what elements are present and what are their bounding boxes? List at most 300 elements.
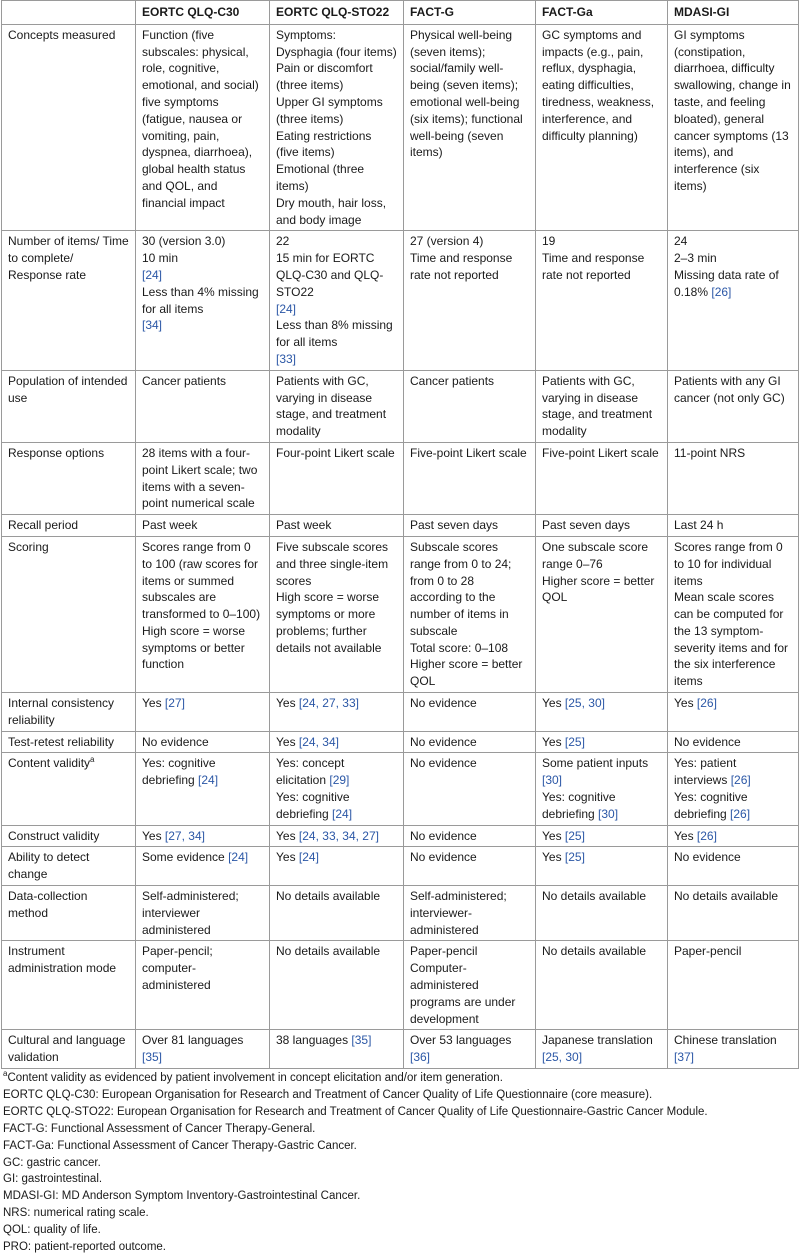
cell-line: [674, 1032, 792, 1049]
cell-text: Yes: cognitive debriefing: [674, 790, 748, 821]
cell-line: [276, 828, 397, 845]
cell-text: No details available: [542, 889, 647, 904]
cell-line: [542, 250, 661, 284]
table-row: [2, 825, 799, 847]
cell-line: [410, 943, 529, 960]
table-cell: [404, 847, 536, 886]
table-cell: [270, 753, 404, 825]
cell-line: [542, 1049, 661, 1066]
table-cell: [536, 231, 668, 370]
abbreviation-item: EORTC QLQ-STO22: European Organisation for Research and Treatment of Cancer Quality of Life Questionnaire-Gastric Cancer Module.: [3, 1105, 708, 1118]
citation-link[interactable]: [30]: [542, 773, 563, 788]
cell-line: [410, 849, 529, 866]
row-label-text: Ability to detect change: [8, 850, 90, 882]
table-cell: [270, 1030, 404, 1069]
cell-text: Physical well-being (seven items); social/family well-being (seven items); emotional well-being (six items); functional well-being (seven items): [410, 27, 523, 160]
table-cell: [536, 515, 668, 537]
cell-line: [276, 789, 397, 823]
cell-line: [276, 888, 397, 905]
cell-line: [674, 517, 792, 534]
abbreviation-item: EORTC QLQ-C30: European Organisation for Research and Treatment of Cancer Quality of Life Questionnaire (core measure).: [3, 1088, 653, 1101]
table-cell: [668, 442, 799, 514]
table-cell: [536, 370, 668, 442]
table-cell: [136, 370, 270, 442]
table-cell: [270, 941, 404, 1030]
cell-line: [542, 539, 661, 573]
cell-text: No details available: [276, 889, 381, 904]
cell-text: Higher score = better QOL: [542, 573, 655, 605]
cell-text: No details available: [276, 944, 381, 959]
cell-text: Patients with GC, varying in disease stage, and treatment modality: [276, 373, 387, 439]
citation-link[interactable]: [36]: [410, 1050, 431, 1065]
cell-text: Time and response rate not reported: [542, 251, 645, 282]
cell-line: [276, 695, 397, 712]
cell-text: Yes: [542, 696, 565, 711]
cell-text: No details available: [542, 944, 647, 959]
cell-line: [674, 1049, 792, 1066]
table-cell: [136, 886, 270, 941]
cell-text: Yes: cognitive debriefing: [542, 790, 616, 821]
table-cell: [136, 941, 270, 1030]
cell-text: Patients with GC, varying in disease stage, and treatment modality: [542, 373, 653, 439]
cell-text: Yes: [276, 850, 299, 865]
table-cell: [668, 24, 799, 231]
row-label: [2, 1030, 136, 1069]
table-cell: [668, 536, 799, 692]
cell-text: Past seven days: [410, 518, 499, 533]
cell-text: Function (five subscales: physical, role, cognitive, emotional, and social): [142, 27, 259, 93]
cell-text: Four-point Likert scale: [276, 445, 395, 460]
cell-line: [410, 233, 529, 250]
row-label-text: Data-collection method: [8, 889, 88, 920]
cell-line: [142, 943, 263, 993]
table-cell: [404, 886, 536, 941]
cell-text: Past seven days: [542, 518, 631, 533]
table-cell: [404, 693, 536, 732]
row-label-text: Internal consistency reliability: [8, 696, 115, 727]
cell-text: Less than 4% missing for all items: [142, 284, 259, 316]
cell-line: [542, 828, 661, 845]
cell-text: No evidence: [410, 756, 477, 771]
cell-text: Less than 8% missing for all items: [276, 318, 393, 350]
cell-line: [674, 27, 792, 195]
abbreviation-item: NRS: numerical rating scale.: [3, 1207, 149, 1220]
table-row: [2, 515, 799, 537]
table-row: [2, 941, 799, 1030]
cell-text: High score = worse symptoms or better function: [142, 623, 246, 672]
table-cell: [536, 693, 668, 732]
cell-text: Yes: cognitive debriefing: [142, 756, 216, 788]
cell-line: [542, 849, 661, 866]
table-cell: [270, 847, 404, 886]
table-row: [2, 442, 799, 514]
cell-line: [276, 734, 397, 751]
cell-line: [674, 589, 792, 690]
cell-line: [674, 828, 792, 845]
cell-line: [410, 734, 529, 751]
cell-line: [276, 445, 397, 462]
cell-line: [410, 960, 529, 1027]
abbreviation-item: FACT-G: Functional Assessment of Cancer Therapy-General.: [3, 1122, 316, 1135]
cell-line: [410, 539, 529, 640]
cell-line: [142, 828, 263, 845]
citation-link[interactable]: [24, 33, 34, 27]: [298, 828, 379, 843]
cell-line: [542, 789, 661, 823]
citation-link[interactable]: [27, 34]: [164, 828, 205, 843]
cell-line: [542, 943, 661, 960]
cell-text: five symptoms (fatigue, nausea or vomiting, pain, dyspnea, diarrhoea), global health status and QOL, and financial impact: [142, 94, 253, 210]
cell-text: Time and response rate not reported: [410, 251, 513, 282]
citation-link[interactable]: [26]: [730, 806, 751, 821]
cell-line: [276, 233, 397, 250]
cell-line: [276, 849, 397, 866]
cell-text: Yes: [674, 696, 697, 711]
cell-line: [276, 351, 397, 368]
cell-line: [674, 373, 792, 407]
row-label: [2, 693, 136, 732]
cell-line: [142, 94, 263, 212]
table-cell: [404, 231, 536, 370]
row-label: [2, 941, 136, 1030]
row-label: [2, 847, 136, 886]
cell-text: Some patient inputs: [542, 756, 649, 771]
table-row: [2, 1030, 799, 1069]
cell-line: [674, 789, 792, 823]
cell-line: [410, 27, 529, 161]
cell-text: No evidence: [142, 734, 209, 749]
header-cell: EORTC QLQ-C30: [136, 1, 270, 25]
table-cell: [668, 231, 799, 370]
citation-link[interactable]: [26]: [696, 828, 717, 843]
table-cell: [404, 370, 536, 442]
table-cell: [136, 442, 270, 514]
table-cell: [668, 731, 799, 753]
cell-line: [542, 888, 661, 905]
table-cell: [270, 731, 404, 753]
row-label-text: Construct validity: [8, 828, 100, 843]
cell-line: [276, 589, 397, 656]
cell-text: No details available: [674, 889, 779, 904]
table-cell: [270, 693, 404, 732]
cell-text: Emotional (three items): [276, 162, 365, 193]
table-cell: [536, 536, 668, 692]
cell-text: No evidence: [410, 828, 477, 843]
citation-link[interactable]: [24]: [198, 773, 219, 788]
table-cell: [668, 515, 799, 537]
cell-text: Over 53 languages: [410, 1033, 512, 1048]
cell-text: No evidence: [410, 696, 477, 711]
citation-link[interactable]: [24]: [228, 850, 249, 865]
table-cell: [136, 825, 270, 847]
table-cell: [668, 847, 799, 886]
table-row: [2, 847, 799, 886]
row-label: [2, 515, 136, 537]
cell-line: [276, 128, 397, 162]
cell-line: [142, 888, 263, 938]
citation-link[interactable]: [27]: [164, 696, 185, 711]
cell-text: Self-administered; interviewer administered: [142, 889, 239, 937]
cell-text: 38 languages: [276, 1033, 352, 1048]
citation-link[interactable]: [24]: [142, 267, 163, 282]
row-label: [2, 731, 136, 753]
cell-line: [276, 539, 397, 589]
cell-text: Total score: 0–108: [410, 640, 509, 655]
citation-link[interactable]: [35]: [142, 1050, 163, 1065]
citation-link[interactable]: [37]: [674, 1050, 695, 1065]
table-cell: [536, 442, 668, 514]
cell-text: No evidence: [674, 734, 741, 749]
cell-text: Yes: [542, 734, 565, 749]
abbreviation-item: MDASI-GI: MD Anderson Symptom Inventory-Gastrointestinal Cancer.: [3, 1190, 361, 1203]
citation-link[interactable]: [25]: [564, 850, 585, 865]
cell-text: Yes: [276, 828, 299, 843]
cell-text: Mean scale scores can be computed for the 13 symptom-severity items and for the six interference items: [674, 590, 789, 689]
cell-line: [674, 233, 792, 250]
table-cell: [404, 825, 536, 847]
cell-line: [410, 250, 529, 284]
cell-line: [276, 195, 397, 229]
header-cell: FACT-Ga: [536, 1, 668, 25]
citation-link[interactable]: [26]: [730, 773, 751, 788]
table-cell: [668, 1030, 799, 1069]
citation-link[interactable]: [33]: [276, 351, 297, 366]
cell-line: [142, 539, 263, 623]
cell-text: Higher score = better QOL: [410, 657, 523, 689]
cell-text: Dry mouth, hair loss, and body image: [276, 195, 387, 227]
cell-line: [542, 695, 661, 712]
row-label-text: Cultural and language validation: [8, 1033, 126, 1065]
table-cell: [536, 886, 668, 941]
cell-text: 19: [542, 234, 556, 249]
citation-link[interactable]: [35]: [351, 1033, 372, 1048]
table-cell: [270, 886, 404, 941]
cell-line: [410, 517, 529, 534]
cell-line: [276, 94, 397, 128]
citation-link[interactable]: [30]: [598, 806, 619, 821]
table-cell: [404, 536, 536, 692]
cell-line: [142, 755, 263, 789]
table-cell: [404, 731, 536, 753]
table-cell: [536, 825, 668, 847]
citation-link[interactable]: [34]: [142, 318, 163, 333]
cell-line: [674, 250, 792, 267]
table-row: [2, 536, 799, 692]
cell-line: [542, 734, 661, 751]
table-cell: [668, 941, 799, 1030]
cell-text: Yes: concept elicitation: [276, 756, 345, 788]
table-footnotes: [1, 1069, 798, 1256]
cell-text: Dysphagia (four items): [276, 44, 397, 59]
cell-text: No evidence: [674, 850, 741, 865]
citation-link[interactable]: [24, 34]: [298, 734, 339, 749]
table-cell: [404, 753, 536, 825]
footnote-marker: a: [90, 755, 95, 765]
cell-text: No evidence: [410, 734, 477, 749]
citation-link[interactable]: [24, 27, 33]: [298, 696, 359, 711]
cell-line: [542, 445, 661, 462]
table-row: [2, 24, 799, 231]
citation-link[interactable]: [24]: [276, 301, 297, 316]
citation-link[interactable]: [29]: [329, 773, 350, 788]
cell-text: 11-point NRS: [674, 445, 746, 460]
cell-line: [674, 755, 792, 789]
cell-line: [276, 943, 397, 960]
table-cell: [136, 731, 270, 753]
header-cell: MDASI-GI: [668, 1, 799, 25]
cell-text: Eating restrictions (five items): [276, 128, 372, 160]
table-cell: [668, 753, 799, 825]
cell-line: [542, 517, 661, 534]
cell-line: [674, 849, 792, 866]
cell-text: Some evidence: [142, 850, 229, 865]
cell-line: [142, 317, 263, 334]
cell-line: [142, 849, 263, 866]
cell-text: Upper GI symptoms (three items): [276, 94, 383, 126]
table-cell: [136, 753, 270, 825]
footnote-content-validity: [3, 1070, 796, 1087]
table-cell: [136, 231, 270, 370]
citation-link[interactable]: [24]: [332, 806, 353, 821]
cell-line: [542, 755, 661, 789]
abbreviation-item: GI: gastrointestinal.: [3, 1173, 103, 1186]
row-label: [2, 886, 136, 941]
row-label-text: Number of items/ Time to complete/ Response rate: [8, 234, 129, 282]
cell-text: Patients with any GI cancer (not only GC): [674, 373, 785, 405]
row-label-text: Population of intended use: [8, 373, 128, 405]
cell-text: Yes: [674, 828, 697, 843]
cell-text: Yes: cognitive debriefing: [276, 790, 350, 821]
cell-text: Self-administered; interviewer-administered: [410, 889, 507, 937]
citation-link[interactable]: [25]: [564, 734, 585, 749]
cell-line: [276, 373, 397, 440]
cell-text: One subscale score range 0–76: [542, 539, 649, 571]
cell-text: High score = worse symptoms or more problems; further details not available: [276, 590, 382, 655]
cell-line: [674, 445, 792, 462]
row-label: [2, 231, 136, 370]
table-row: [2, 693, 799, 732]
citation-link[interactable]: [26]: [711, 284, 732, 299]
citation-link[interactable]: [24]: [298, 850, 319, 865]
cell-line: [142, 373, 263, 390]
table-cell: [536, 731, 668, 753]
cell-text: GC symptoms and impacts (e.g., pain, reflux, dysphagia, eating difficulties, tiredness, weakness, interference, and difficulty planning): [542, 27, 655, 143]
cell-line: [410, 1032, 529, 1049]
cell-text: Paper-pencil: [410, 944, 478, 959]
cell-text: Yes: [142, 696, 165, 711]
cell-line: [142, 27, 263, 94]
cell-line: [276, 161, 397, 195]
cell-text: Past week: [276, 518, 332, 533]
table-cell: [668, 825, 799, 847]
cell-line: [542, 573, 661, 607]
row-label-text: Instrument administration mode: [8, 944, 117, 976]
table-cell: [404, 24, 536, 231]
citation-link[interactable]: [25, 30]: [564, 696, 605, 711]
cell-line: [142, 445, 263, 512]
cell-line: [674, 943, 792, 960]
header-cell: [2, 1, 136, 25]
citation-link[interactable]: [25]: [564, 828, 585, 843]
table-cell: [404, 442, 536, 514]
cell-text: Missing data rate of 0.18%: [674, 267, 779, 299]
cell-text: Five-point Likert scale: [542, 445, 659, 460]
table-cell: [668, 693, 799, 732]
cell-text: Computer-administered programs are under development: [410, 961, 516, 1026]
table-cell: [270, 536, 404, 692]
abbreviation-list: [3, 1087, 796, 1256]
cell-line: [674, 267, 792, 301]
abbreviation-item: QOL: quality of life.: [3, 1224, 101, 1237]
cell-text: GI symptoms (constipation, diarrhoea, difficulty swallowing, change in taste, and feeling bloated), general cancer symptoms (13 items), and interference (six items): [674, 27, 791, 193]
row-label: [2, 442, 136, 514]
cell-text: 15 min for EORTC QLQ-C30 and QLQ-STO22: [276, 251, 384, 299]
table-cell: [270, 24, 404, 231]
table-cell: [270, 231, 404, 370]
abbreviation-item: PRO: patient-reported outcome.: [3, 1241, 166, 1254]
cell-line: [410, 640, 529, 657]
cell-line: [410, 656, 529, 690]
citation-link[interactable]: [25, 30]: [542, 1050, 583, 1065]
cell-text: Past week: [142, 518, 198, 533]
cell-text: Over 81 languages: [142, 1033, 244, 1048]
table-cell: [536, 941, 668, 1030]
row-label-text: Scoring: [8, 539, 49, 554]
row-label: [2, 536, 136, 692]
table-header-row: [2, 1, 799, 25]
table-cell: [668, 370, 799, 442]
row-label: [2, 753, 136, 825]
cell-line: [142, 233, 263, 250]
row-label-text: Concepts measured: [8, 27, 116, 42]
table-cell: [536, 753, 668, 825]
table-cell: [136, 693, 270, 732]
citation-link[interactable]: [26]: [696, 696, 717, 711]
cell-line: [276, 301, 397, 318]
header-cell: FACT-G: [404, 1, 536, 25]
table-cell: [536, 1030, 668, 1069]
cell-line: [142, 267, 263, 284]
cell-line: [410, 888, 529, 938]
cell-line: [276, 317, 397, 351]
cell-text: Cancer patients: [410, 373, 495, 388]
cell-text: Yes: [276, 696, 299, 711]
table-cell: [136, 515, 270, 537]
cell-text: Symptoms:: [276, 27, 337, 42]
cell-line: [142, 250, 263, 267]
table-cell: [270, 825, 404, 847]
table-row: [2, 731, 799, 753]
cell-text: Paper-pencil: [674, 944, 742, 959]
cell-text: Yes: [142, 828, 165, 843]
cell-line: [276, 1032, 397, 1049]
cell-line: [276, 517, 397, 534]
header-cell: EORTC QLQ-STO22: [270, 1, 404, 25]
table-cell: [404, 941, 536, 1030]
cell-text: Japanese translation: [542, 1033, 653, 1048]
table-cell: [270, 370, 404, 442]
cell-line: [674, 695, 792, 712]
row-label-text: Recall period: [8, 518, 79, 533]
cell-text: Five subscale scores and three single-item scores: [276, 539, 389, 588]
cell-line: [410, 1049, 529, 1066]
table-cell: [136, 536, 270, 692]
cell-text: 10 min: [142, 251, 179, 266]
table-row: [2, 231, 799, 370]
cell-text: Subscale scores range from 0 to 24; from 0 to 28 according to the number of items in subscale: [410, 539, 512, 638]
row-label-text: Response options: [8, 445, 105, 460]
cell-text: Paper-pencil; computer-administered: [142, 944, 213, 993]
cell-line: [142, 1049, 263, 1066]
